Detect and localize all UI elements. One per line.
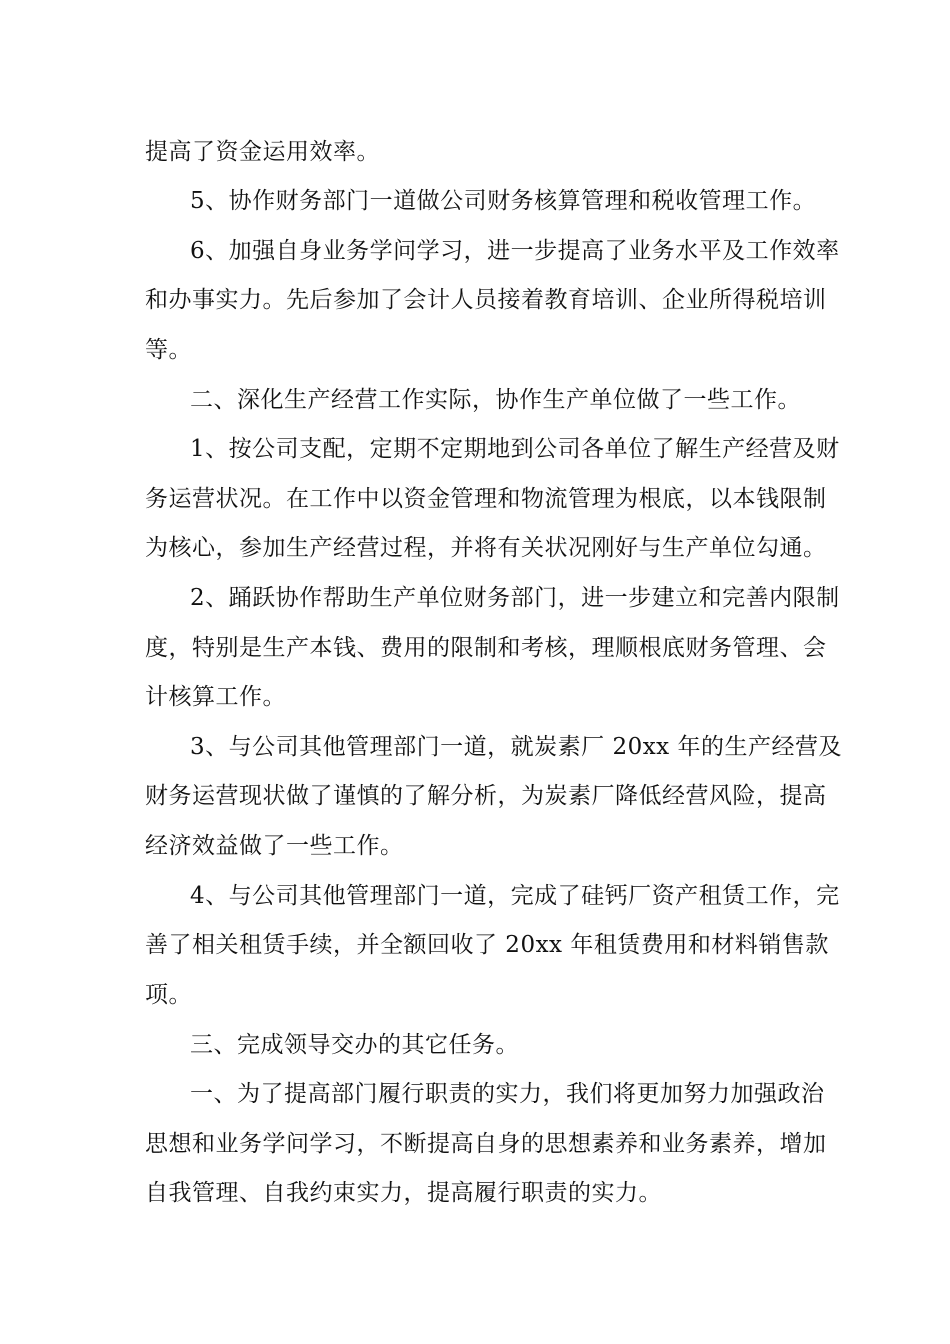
text-line: 务运营状况。在工作中以资金管理和物流管理为根底，以本钱限制 bbox=[145, 486, 827, 512]
text-line: 提高了资金运用效率。 bbox=[145, 139, 380, 165]
text-line: 6、加强自身业务学问学习，进一步提高了业务水平及工作效率 bbox=[190, 238, 840, 264]
text-line: 计核算工作。 bbox=[145, 684, 286, 710]
text-line: 5、协作财务部门一道做公司财务核算管理和税收管理工作。 bbox=[190, 188, 817, 214]
text-line: 度，特别是生产本钱、费用的限制和考核，理顺根底财务管理、会 bbox=[145, 635, 827, 661]
text-line: 3、与公司其他管理部门一道，就炭素厂 20xx 年的生产经营及 bbox=[190, 734, 842, 760]
text-line: 经济效益做了一些工作。 bbox=[145, 833, 404, 859]
text-line: 财务运营现状做了谨慎的了解分析，为炭素厂降低经营风险，提高 bbox=[145, 783, 827, 809]
text-line: 4、与公司其他管理部门一道，完成了硅钙厂资产租赁工作，完 bbox=[190, 883, 840, 909]
text-line: 一、为了提高部门履行职责的实力，我们将更加努力加强政治 bbox=[190, 1081, 825, 1107]
text-line: 自我管理、自我约束实力，提高履行职责的实力。 bbox=[145, 1180, 662, 1206]
text-line: 为核心，参加生产经营过程，并将有关状况刚好与生产单位勾通。 bbox=[145, 535, 827, 561]
text-line: 善了相关租赁手续，并全额回收了 20xx 年租赁费用和材料销售款 bbox=[145, 932, 829, 958]
text-line: 思想和业务学问学习，不断提高自身的思想素养和业务素养，增加 bbox=[145, 1131, 827, 1157]
section-heading: 二、深化生产经营工作实际，协作生产单位做了一些工作。 bbox=[190, 387, 801, 413]
text-line: 2、踊跃协作帮助生产单位财务部门，进一步建立和完善内限制 bbox=[190, 585, 840, 611]
text-line: 1、按公司支配，定期不定期地到公司各单位了解生产经营及财 bbox=[190, 436, 840, 462]
section-heading: 三、完成领导交办的其它任务。 bbox=[190, 1032, 519, 1058]
text-line: 项。 bbox=[145, 982, 192, 1008]
text-line: 等。 bbox=[145, 337, 192, 363]
text-line: 和办事实力。先后参加了会计人员接着教育培训、企业所得税培训 bbox=[145, 287, 827, 313]
